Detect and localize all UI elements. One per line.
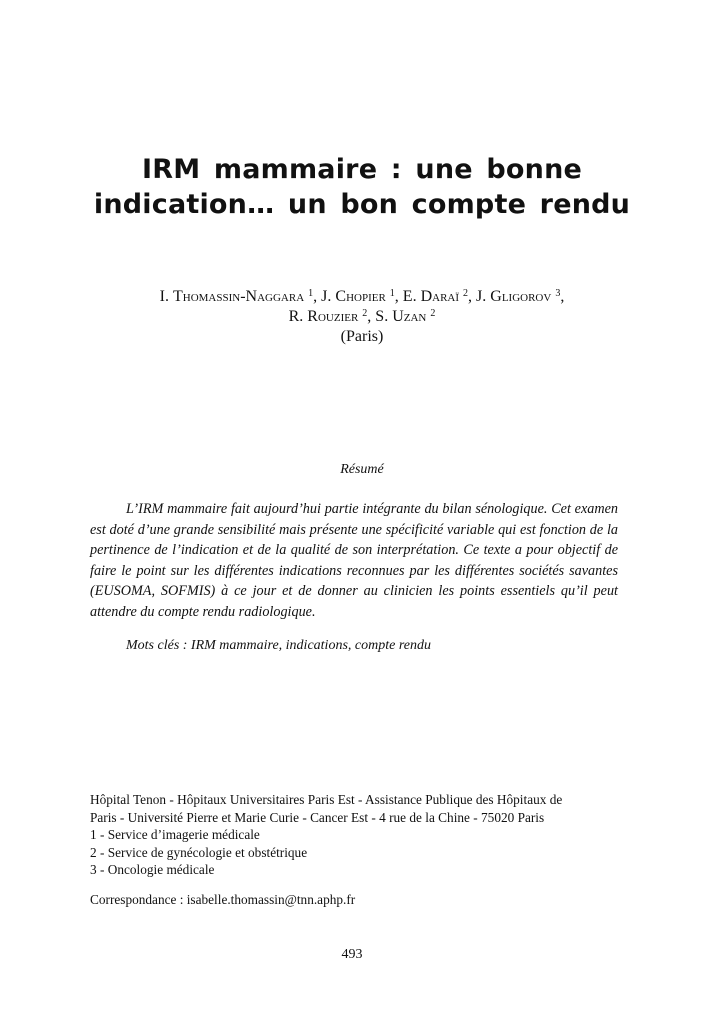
affiliation-line: 3 - Oncologie médicale bbox=[90, 862, 215, 877]
abstract-heading: Résumé bbox=[340, 462, 384, 477]
author-name: Chopier bbox=[335, 288, 386, 305]
author-initial: I. bbox=[159, 288, 173, 305]
affiliation-line: 2 - Service de gynécologie et obstétrique bbox=[90, 844, 308, 860]
abstract-body: L’IRM mammaire fait aujourd’hui partie intégrante du bilan sénologique. Cet examen est doté d’une grande sensibilité mais présente une spécificité variable qui est fonction de la pertinence de l’indication et de la qualité de son interprétation. Ce texte a pour objectif de faire le point sur les différentes indications reconnues par les différentes sociétés savantes (EUSOMA, SOFMIS) à ce jour et de donner au clinicien les points essentiels qu’il peut attendre du compte rendu radiologique. bbox=[90, 501, 618, 620]
author-affiliation-mark: 2 bbox=[362, 308, 368, 319]
keywords: Mots clés : IRM mammaire, indications, compte rendu bbox=[126, 638, 431, 653]
affiliation-line: 1 - Service d’imagerie médicale bbox=[90, 827, 260, 842]
author-affiliation-mark: 3 bbox=[555, 288, 561, 299]
title-line-1: IRM mammaire : une bonne bbox=[141, 154, 582, 185]
author-initial: , J. bbox=[313, 288, 336, 305]
author-name: Daraï bbox=[420, 288, 460, 305]
author-affiliation-mark: 2 bbox=[463, 288, 469, 299]
author-initial: , E. bbox=[394, 288, 421, 305]
author-list bbox=[60, 287, 664, 347]
author-initial: , S. bbox=[367, 308, 393, 325]
author-city: (Paris) bbox=[340, 328, 384, 345]
affiliation-line: Hôpital Tenon - Hôpitaux Universitaires Paris Est - Assistance Publique des Hôpitaux de bbox=[90, 792, 563, 807]
author-name: Rouzier bbox=[307, 308, 359, 325]
author-line-1 bbox=[60, 287, 664, 307]
author-name: Uzan bbox=[392, 308, 427, 325]
paper-title bbox=[60, 152, 664, 222]
affiliation-block bbox=[90, 791, 630, 879]
author-line-2 bbox=[60, 307, 664, 327]
author-affiliation-mark: 1 bbox=[389, 288, 395, 299]
author-name: Gligorov bbox=[490, 288, 552, 305]
author-name: Thomassin-Naggara bbox=[172, 288, 305, 305]
author-affiliation-mark: 1 bbox=[308, 288, 314, 299]
affiliation-line: Paris - Université Pierre et Marie Curie - Cancer Est - 4 rue de la Chine - 75020 Paris bbox=[90, 809, 545, 825]
author-affiliation-mark: 2 bbox=[430, 308, 436, 319]
correspondence: Correspondance : isabelle.thomassin@tnn.aphp.fr bbox=[90, 892, 356, 907]
author-initial: , J. bbox=[468, 288, 491, 305]
page-number: 493 bbox=[341, 947, 363, 962]
title-line-2: indication… un bon compte rendu bbox=[93, 189, 631, 220]
author-separator: , bbox=[560, 288, 565, 305]
author-initial: R. bbox=[288, 308, 308, 325]
